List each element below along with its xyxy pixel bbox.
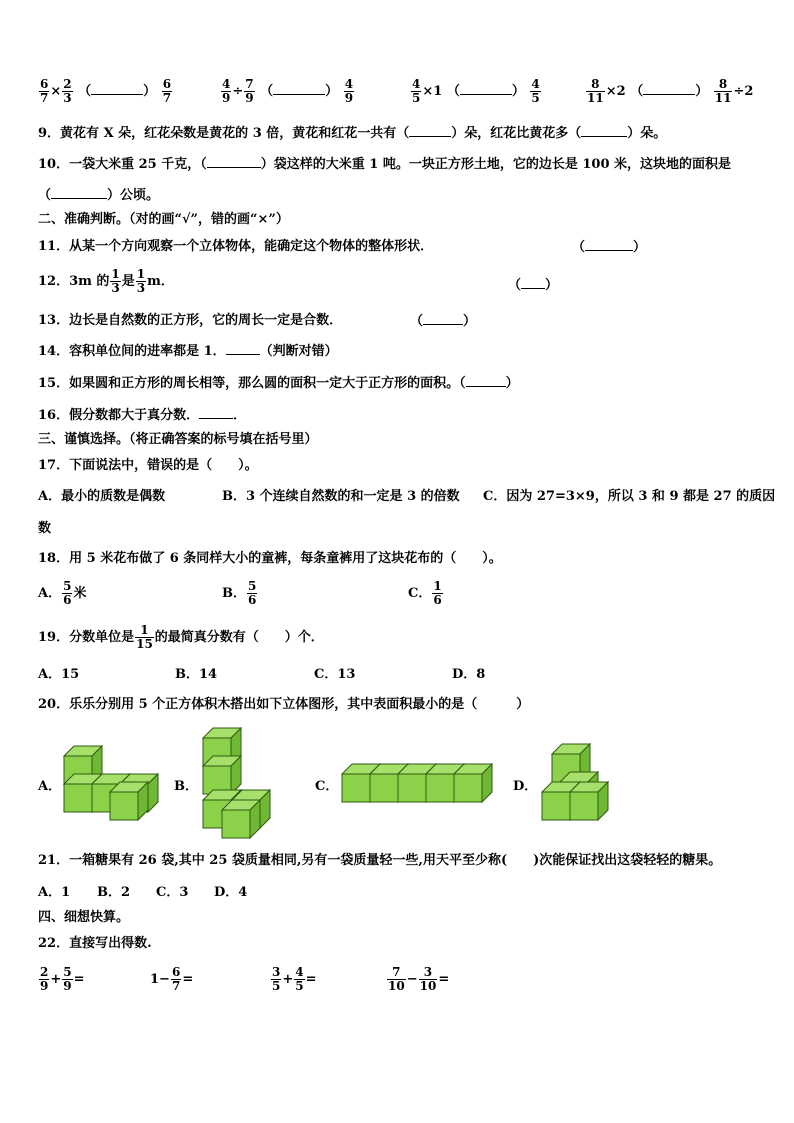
question-16: 16．假分数都大于真分数． ． (38, 408, 247, 423)
cube-b5 (222, 800, 260, 838)
question-22: 22．直接写出得数. (38, 936, 152, 951)
question-17-option-c-cont: 数 (38, 521, 52, 536)
question-19: 19．分数单位是 $\frac{1}{15}$ 的最简真分数有（ ）个． (38, 623, 324, 651)
question-19-option-d[interactable]: D．8 (452, 667, 486, 682)
question-17-option-c[interactable]: C．因为 27=3×9，所以 3 和 9 都是 27 的质因 (483, 489, 776, 504)
answer-blank[interactable] (521, 276, 545, 289)
compare-item-3: $\frac{4}{5}$ ×1 （ ） $\frac{4}{5}$ (412, 77, 540, 105)
compare-item-4: $\frac{8}{11}$ ×2 （ ） $\frac{8}{11}$ ÷2 (587, 77, 754, 105)
question-11: 11．从某一个方向观察一个立体物体，能确定这个物体的整体形状． (38, 239, 434, 254)
question-21-option-c[interactable]: C．3 (156, 885, 189, 900)
question-21: 21．一箱糖果有 26 袋,其中 25 袋质量相同,另有一袋质量轻一些,用天平至少称( )次能保证找出这袋轻轻的糖果。 (38, 853, 722, 868)
question-12: 12．3m 的 $\frac{1}{3}$ 是 $\frac{1}{3}$ m． (38, 267, 174, 295)
question-18-option-b[interactable]: B． $\frac{5}{6}$ (222, 579, 257, 607)
question-21-option-d[interactable]: D．4 (214, 885, 248, 900)
calc-item-1: $\frac{2}{9}$ + $\frac{5}{9}$ = (40, 965, 85, 993)
section-2-heading: 二、准确判断。（对的画“√”，错的画“×”） (38, 212, 289, 227)
answer-blank[interactable] (643, 82, 695, 95)
answer-blank[interactable] (585, 238, 633, 251)
question-10: 10．一袋大米重 25 千克，（ ）袋这样的大米重 1 吨。一块正方形土地，它的边长是 100 米，这块地的面积是 (38, 157, 732, 172)
answer-blank[interactable] (199, 406, 233, 419)
question-17-option-a[interactable]: A．最小的质数是偶数 (38, 489, 166, 504)
figure-a-label[interactable]: A． (38, 779, 62, 794)
compare-item-1: $\frac{6}{7}$ × $\frac{2}{3}$ （ ） $\frac{6}{7}$ (40, 77, 172, 105)
question-17-option-b[interactable]: B．3 个连续自然数的和一定是 3 的倍数 (222, 489, 460, 504)
question-19-option-a[interactable]: A．15 (38, 667, 80, 682)
calc-item-4: $\frac{7}{10}$ − $\frac{3}{10}$ = (388, 965, 450, 993)
answer-blank[interactable] (91, 82, 143, 95)
figure-d-label[interactable]: D． (513, 779, 538, 794)
answer-blank[interactable] (423, 312, 463, 325)
question-12-answer: （ ） (508, 278, 559, 293)
answer-blank[interactable] (207, 155, 261, 168)
question-14: 14．容积单位间的进率都是 1． （判断对错） (38, 344, 338, 359)
question-20: 20．乐乐分别用 5 个正方体积木搭出如下立体图形，其中表面积最小的是（ ） (38, 697, 530, 712)
answer-blank[interactable] (51, 186, 107, 199)
question-21-option-a[interactable]: A．1 (38, 885, 71, 900)
answer-blank[interactable] (409, 124, 451, 137)
question-9: 9．黄花有 X 朵，红花朵数是黄花的 3 倍，黄花和红花一共有（ ）朵，红花比黄花多（ ）朵。 (38, 126, 667, 141)
figure-b-label[interactable]: B． (174, 779, 198, 794)
cube-b2 (203, 756, 241, 794)
calc-item-2: 1− $\frac{6}{7}$ = (150, 965, 194, 993)
question-13: 13．边长是自然数的正方形，它的周长一定是合数． (38, 313, 343, 328)
section-3-heading: 三、谨慎选择。（将正确答案的标号填在括号里） (38, 432, 318, 447)
question-19-option-c[interactable]: C．13 (314, 667, 356, 682)
cube-figures (0, 720, 794, 840)
calc-item-3: $\frac{3}{5}$ + $\frac{4}{5}$ = (272, 965, 317, 993)
section-4-heading: 四、细想快算。 (38, 910, 130, 925)
question-11-answer: （ ） (572, 240, 647, 255)
cube-a5 (110, 782, 148, 820)
question-21-option-b[interactable]: B．2 (97, 885, 131, 900)
answer-blank[interactable] (273, 82, 325, 95)
answer-blank[interactable] (460, 82, 512, 95)
figure-c-label[interactable]: C． (315, 779, 339, 794)
question-18-option-c[interactable]: C． $\frac{1}{6}$ (408, 579, 442, 607)
compare-item-2: $\frac{4}{9}$ ÷ $\frac{7}{9}$ （ ） $\frac{4}{9}$ (222, 77, 354, 105)
answer-blank[interactable] (226, 342, 260, 355)
cube-d4 (570, 782, 608, 820)
question-17: 17．下面说法中，错误的是（ ）。 (38, 458, 258, 473)
question-15: 15．如果圆和正方形的周长相等，那么圆的面积一定大于正方形的面积。（ ） (38, 376, 519, 391)
question-10-cont: （ ）公顷。 (38, 188, 160, 203)
question-19-option-b[interactable]: B．14 (175, 667, 218, 682)
cube-c5 (454, 764, 492, 802)
answer-blank[interactable] (581, 124, 627, 137)
question-18-option-a[interactable]: A． $\frac{5}{6}$ 米 (38, 579, 87, 607)
question-18: 18．用 5 米花布做了 6 条同样大小的童裤，每条童裤用了这块花布的（ ）。 (38, 551, 502, 566)
question-13-answer: （ ） (410, 314, 477, 329)
answer-blank[interactable] (466, 374, 506, 387)
